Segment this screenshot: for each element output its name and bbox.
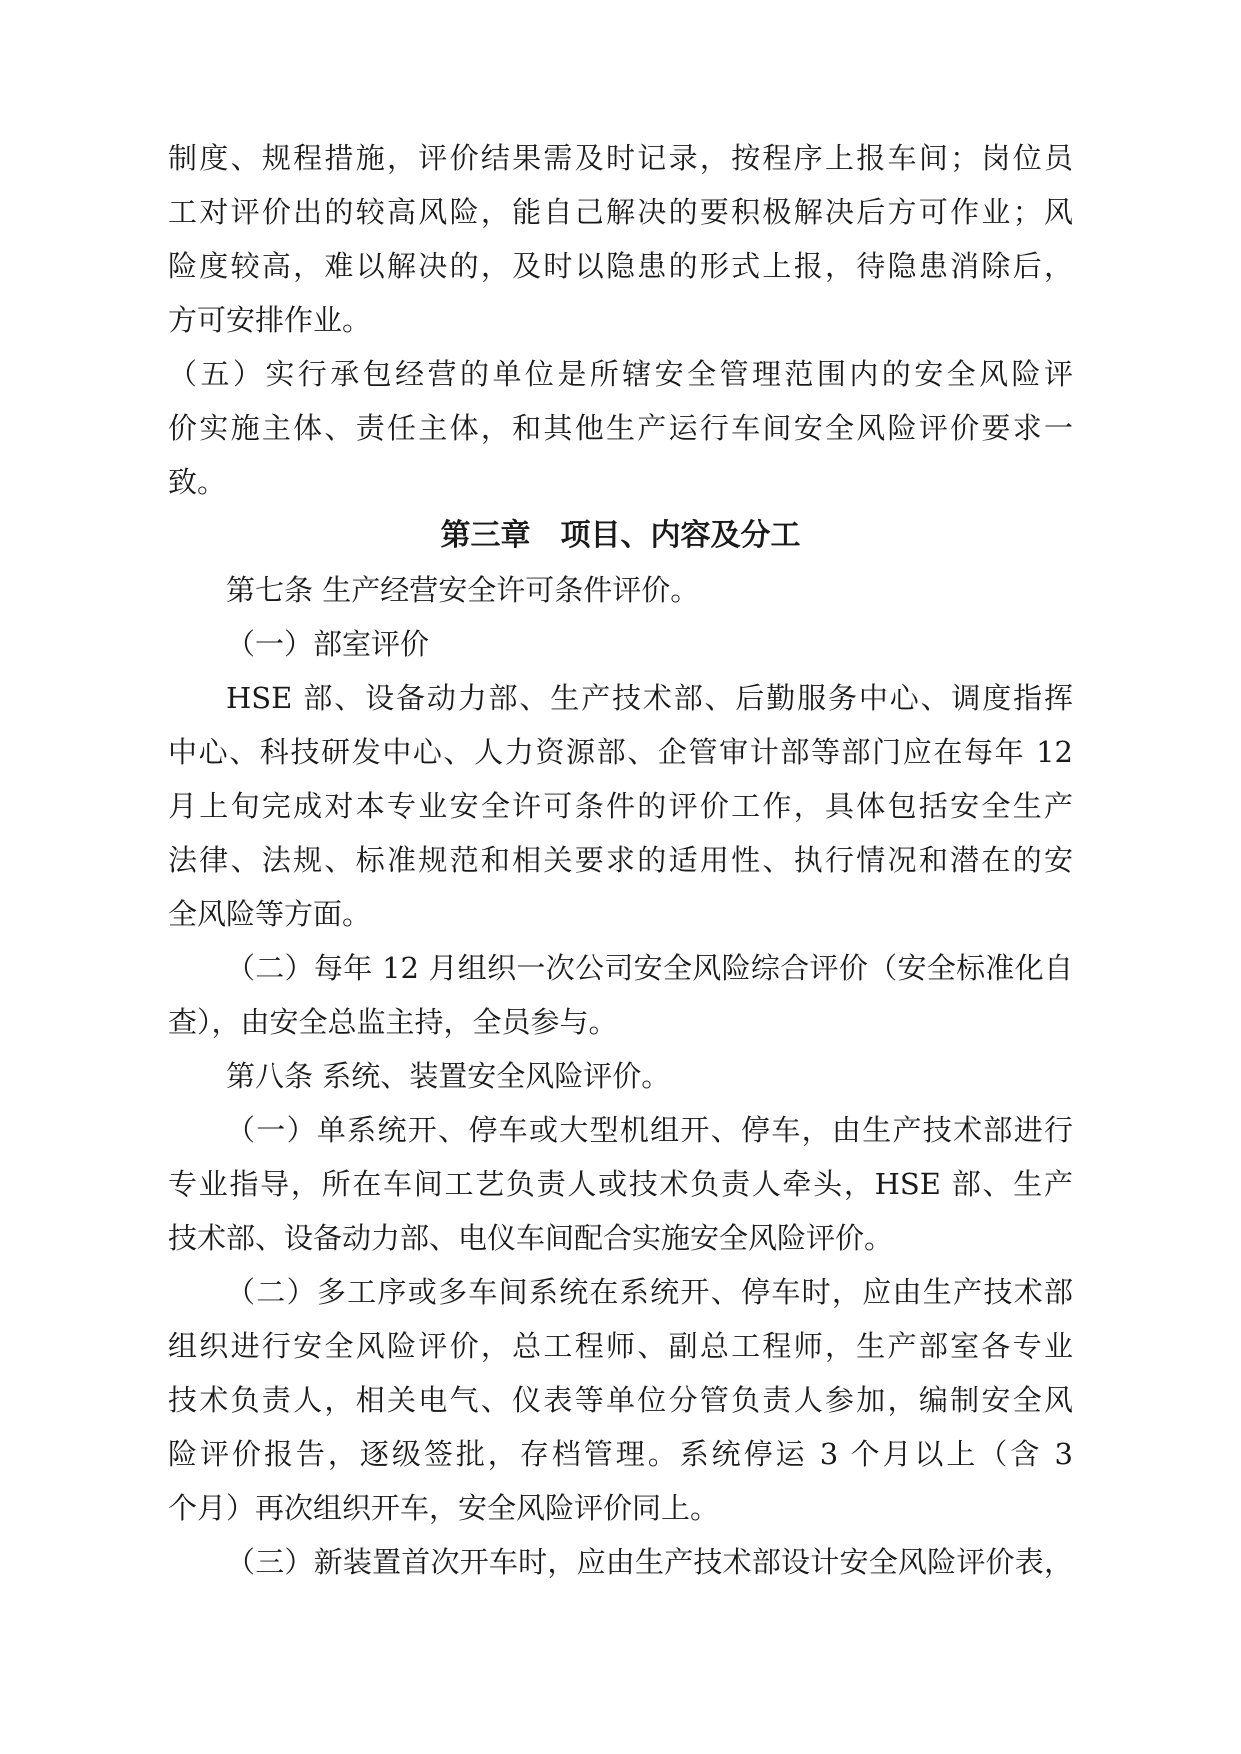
text-line: HSE 部、设备动力部、生产技术部、后勤服务中心、调度指挥 [226,681,1073,715]
text-line: 全风险等方面。 [168,897,372,931]
text-line: 月上旬完成对本专业安全许可条件的评价工作，具体包括安全生产 [168,789,1073,823]
text-line: 价实施主体、责任主体，和其他生产运行车间安全风险评价要求一 [168,411,1073,445]
chapter-heading: 第三章 项目、内容及分工 [440,518,801,553]
text-line: 法律、法规、标准规范和相关要求的适用性、执行情况和潜在的安 [168,843,1073,877]
text-line: （五）实行承包经营的单位是所辖安全管理范围内的安全风险评 [168,357,1073,391]
text-line: 技术负责人，相关电气、仪表等单位分管负责人参加，编制安全风 [168,1383,1073,1417]
section-heading: （一）部室评价 [226,627,430,661]
text-line: 技术部、设备动力部、电仪车间配合实施安全风险评价。 [168,1221,894,1255]
text-line: 致。 [168,465,227,499]
text-line: 组织进行安全风险评价，总工程师、副总工程师，生产部室各专业 [168,1329,1073,1363]
text-line: 个月）再次组织开车，安全风险评价同上。 [168,1491,720,1525]
text-line: （一）单系统开、停车或大型机组开、停车，由生产技术部进行 [226,1113,1073,1147]
text-line: 险评价报告，逐级签批，存档管理。系统停运 3 个月以上（含 3 [168,1437,1073,1471]
text-line: （二）多工序或多车间系统在系统开、停车时，应由生产技术部 [226,1275,1073,1309]
text-line: 制度、规程措施，评价结果需及时记录，按程序上报车间；岗位员 [168,141,1073,175]
text-line: （三）新装置首次开车时，应由生产技术部设计安全风险评价表， [226,1545,1073,1579]
text-line: （二）每年 12 月组织一次公司安全风险综合评价（安全标准化自 [226,951,1073,985]
article-heading: 第七条 生产经营安全许可条件评价。 [226,573,700,607]
text-line: 中心、科技研发中心、人力资源部、企管审计部等部门应在每年 12 [168,735,1073,769]
article-heading: 第八条 系统、装置安全风险评价。 [226,1059,671,1093]
text-line: 专业指导，所在车间工艺负责人或技术负责人牵头，HSE 部、生产 [168,1167,1073,1201]
text-line: 险度较高，难以解决的，及时以隐患的形式上报，待隐患消除后， [168,249,1073,283]
text-line: 方可安排作业。 [168,303,372,337]
text-line: 工对评价出的较高风险，能自己解决的要积极解决后方可作业；风 [168,195,1073,229]
text-line: 查），由安全总监主持，全员参与。 [168,1005,618,1039]
